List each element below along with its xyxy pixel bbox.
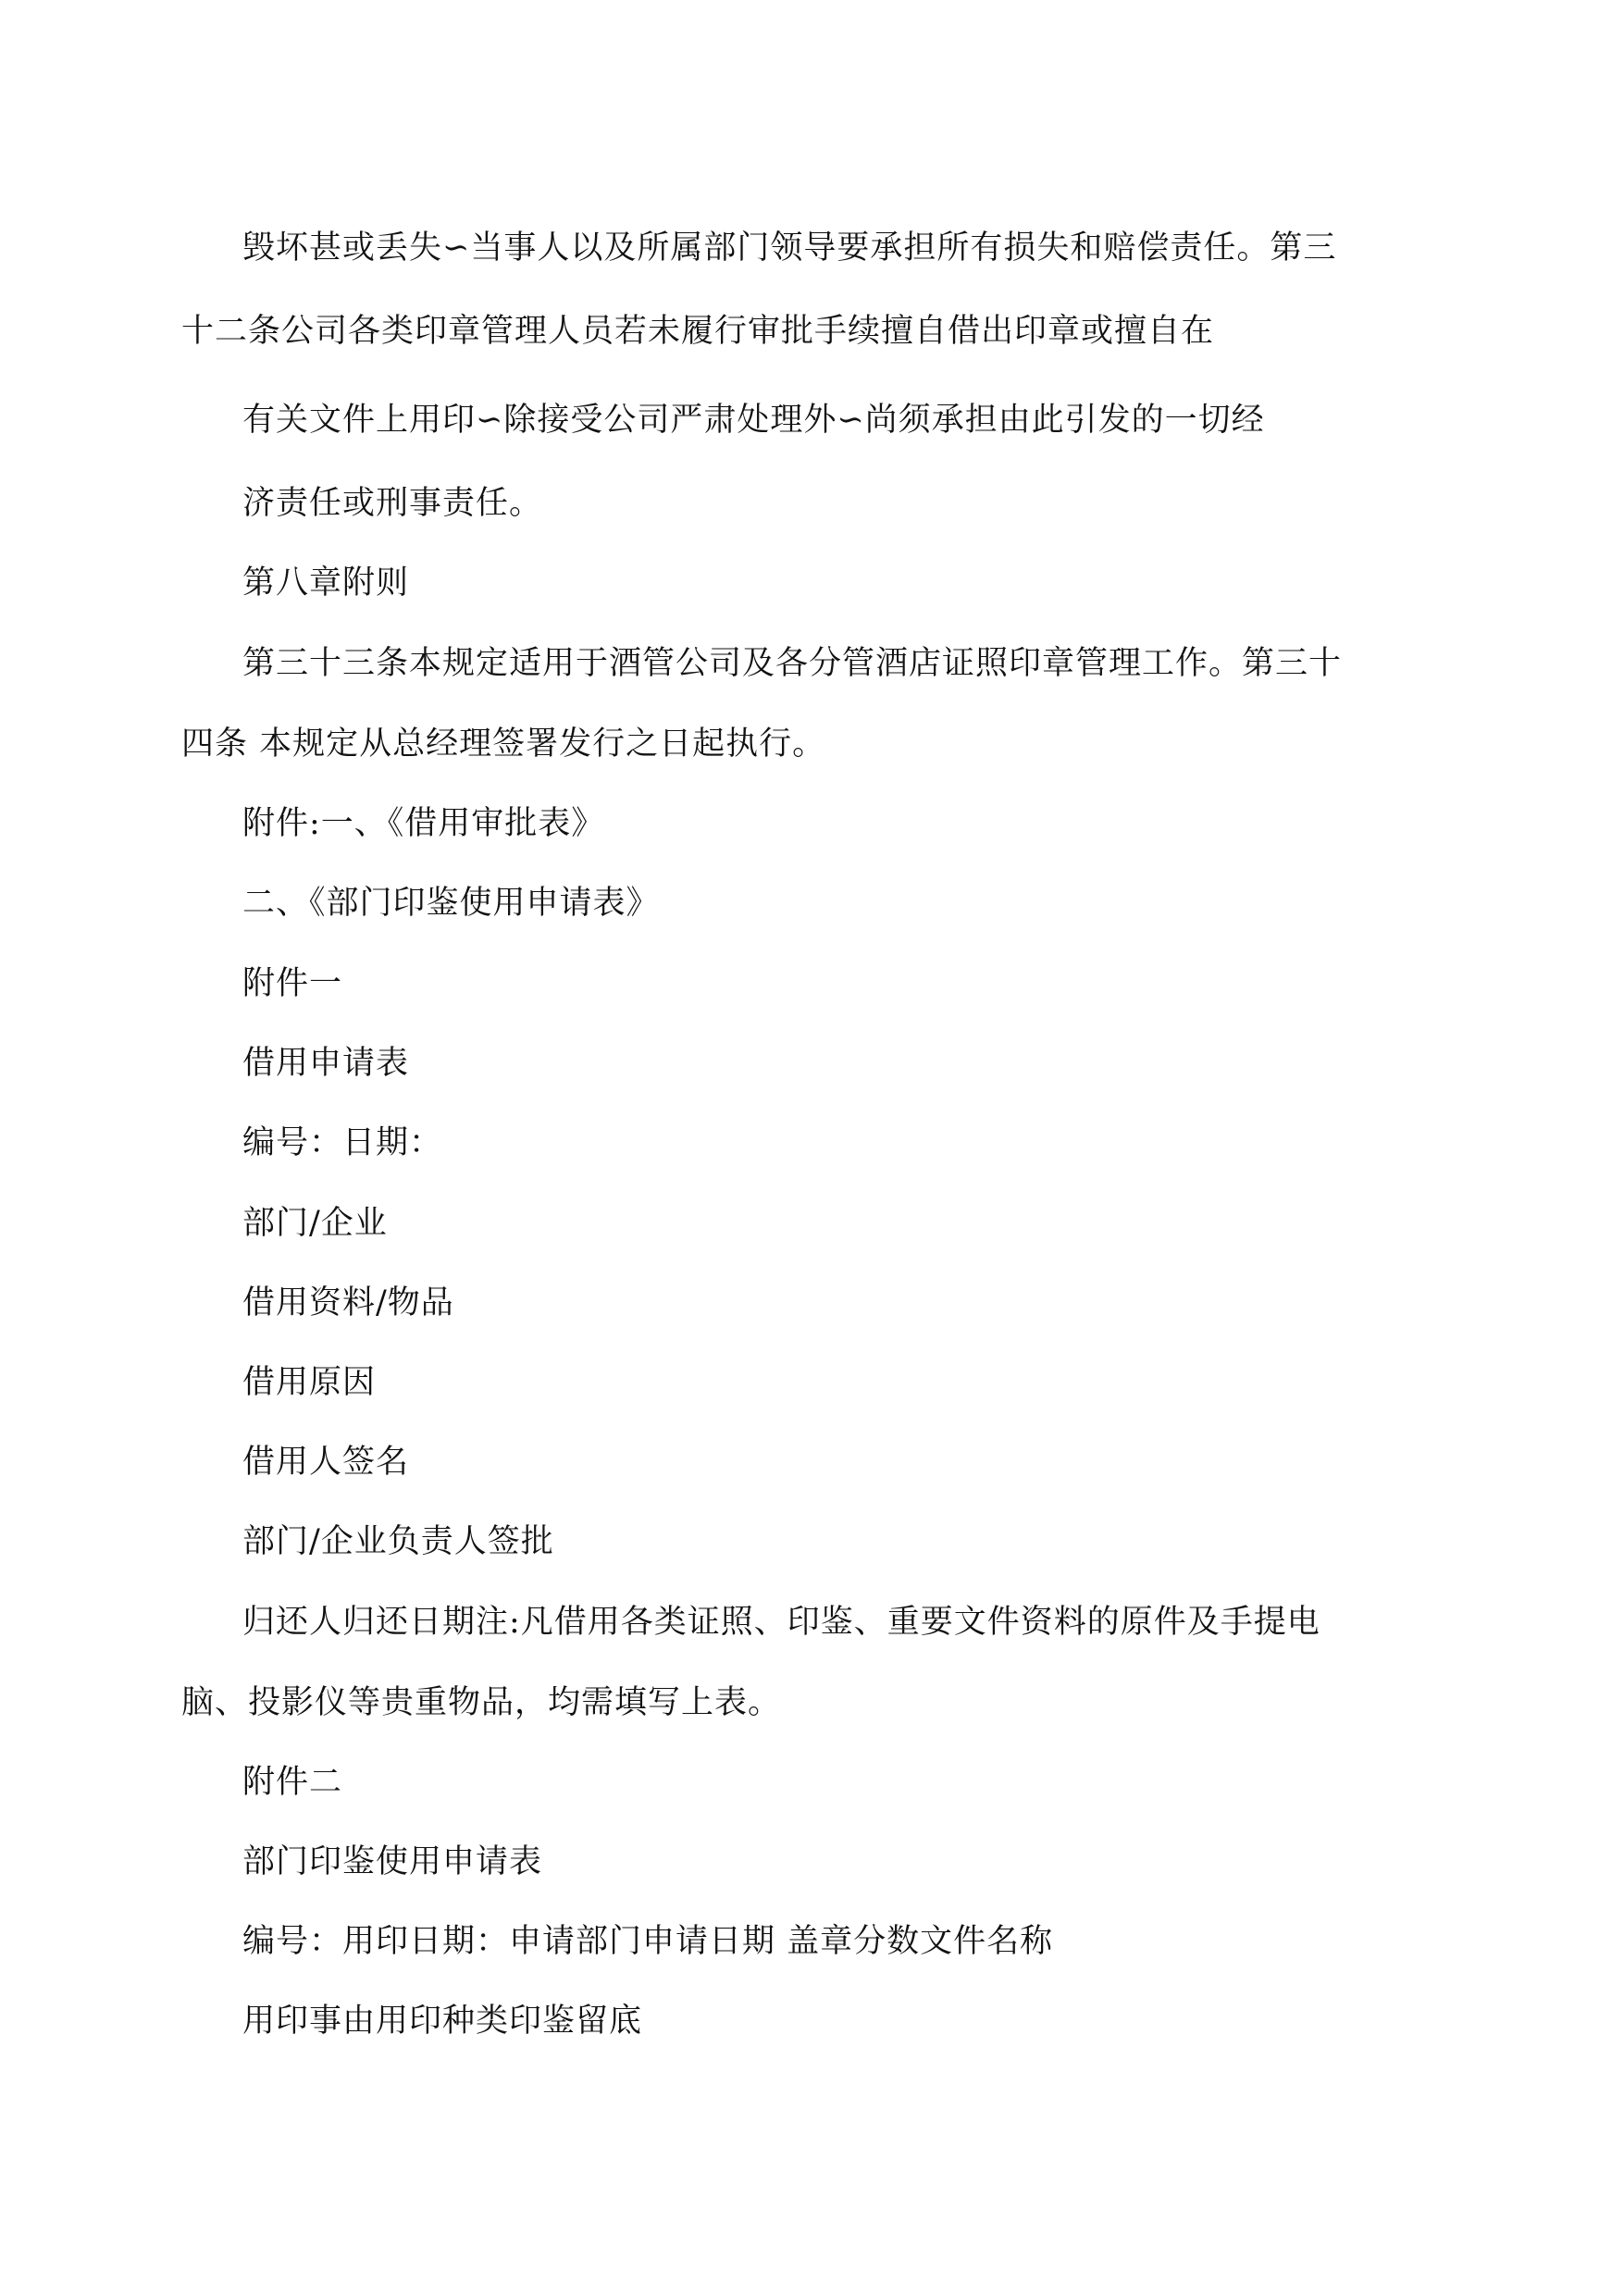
- form-title: 部门印鉴使用申请表: [242, 1843, 543, 1880]
- form-field-line: 部门/企业负责人签批: [242, 1523, 554, 1560]
- attachment-list-line: 附件:一、《借用审批表》: [242, 805, 605, 842]
- form-field-line: 编号：日期：: [242, 1124, 443, 1161]
- attachment-heading: 附件一: [242, 965, 343, 1002]
- paragraph-line: 归还人归还日期注:凡借用各类证照、印鉴、重要文件资料的原件及手提电: [242, 1604, 1320, 1641]
- paragraph-line: 有关文件上用印∽除接受公司严肃处理外∽尚须承担由此引发的一切经: [242, 402, 1265, 439]
- paragraph-line: 脑、投影仪等贵重物品，均需填写上表。: [181, 1684, 782, 1721]
- paragraph-line: 四条 本规定从总经理签署发行之日起执行。: [181, 726, 826, 763]
- chapter-heading: 第八章附则: [242, 564, 410, 602]
- paragraph-line: 毁坏甚或丢失∽当事人以及所属部门领导要承担所有损失和赔偿责任。第三: [242, 230, 1337, 267]
- form-title: 借用申请表: [242, 1045, 410, 1082]
- form-field-line: 借用原因: [242, 1364, 377, 1401]
- paragraph-line: 济责任或刑事责任。: [242, 485, 543, 522]
- attachment-heading: 附件二: [242, 1764, 343, 1801]
- paragraph-line: 第三十三条本规定适用于酒管公司及各分管酒店证照印章管理工作。第三十: [242, 645, 1343, 682]
- form-field-line: 编号：用印日期：申请部门申请日期 盖章分数文件名称: [242, 1923, 1054, 1960]
- form-field-line: 借用人签名: [242, 1444, 410, 1481]
- paragraph-line: 十二条公司各类印章管理人员若未履行审批手续擅自借出印章或擅自在: [181, 313, 1215, 350]
- form-field-line: 借用资料/物品: [242, 1284, 454, 1321]
- form-field-line: 部门/企业: [242, 1205, 388, 1242]
- form-field-line: 用印事由用印种类印鉴留底: [242, 2003, 643, 2040]
- attachment-list-line: 二、《部门印鉴使用申请表》: [242, 885, 660, 922]
